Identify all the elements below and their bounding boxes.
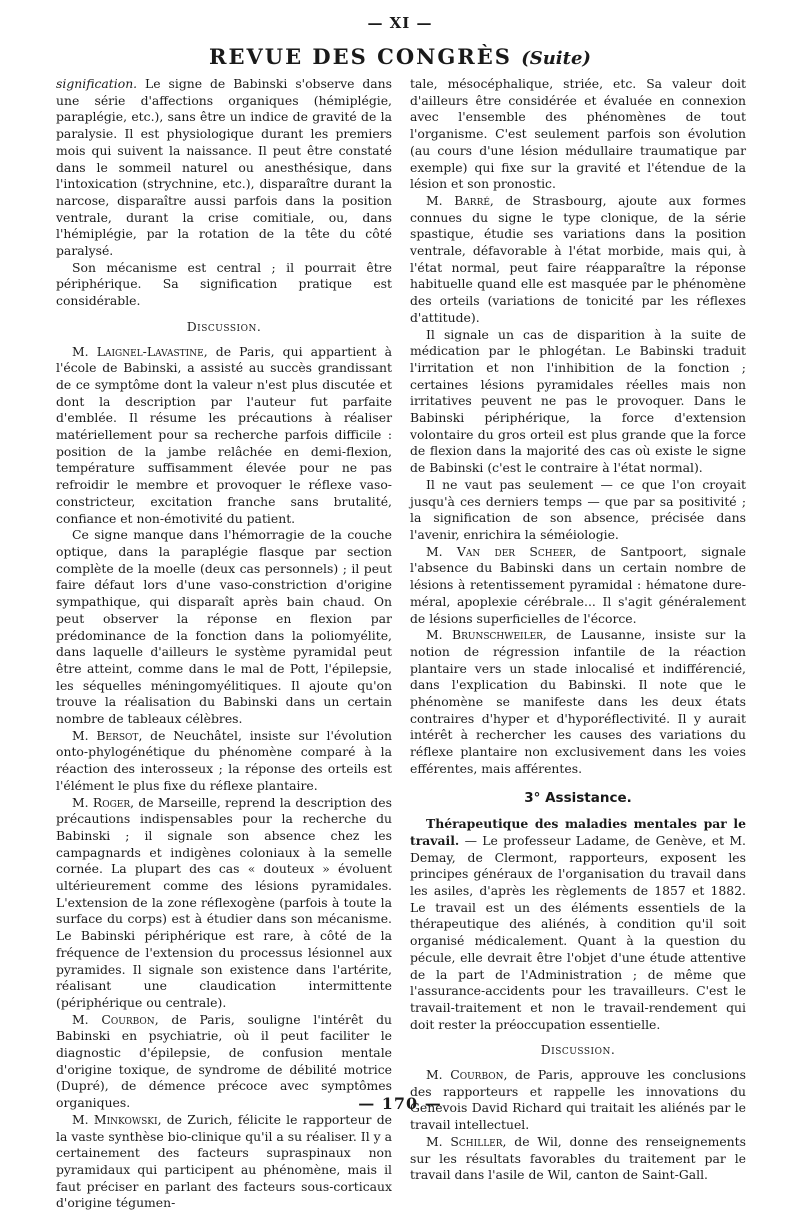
- page-number: — 170 —: [358, 1094, 442, 1113]
- paragraph: Il ne vaut pas seulement — ce que l'on croyait jusqu'à ces derniers temps — que par sa positivité ; la signification de son absence, précisée dans l'avenir, enrichira la séméiologie.: [410, 476, 746, 542]
- paragraph: signification. Le signe de Babinski s'observe dans une série d'affections organiques (hémiplégie, paraplégie, etc.), sans être un indice de gravité de la paralysie. Il est physiologique durant les premiers mois qui suivent la naissance. Il peut être constaté dans le sommeil naturel ou anesthésique, dans l'intoxication (strychnine, etc.), disparaître durant la narcose, disparaître aussi parfois dans la position ventrale, durant la crise comitiale, ou, dans l'hémiplégie, par la rotation de la tête du côté paralysé.: [56, 76, 392, 259]
- paragraph-title: Thérapeutique des maladies mentales par le travail.: [410, 816, 746, 848]
- paragraph: M. Van der Scheer, de Santpoort, signale l'absence du Babinski dans un certain nombre de lésions à retentissement pyramidal : hématone dure-méral, apoplexie cérébrale... Il s'agit généralement de lésions superficielles de l'écorce.: [410, 543, 746, 626]
- paragraph: M. Barré, de Strasbourg, ajoute aux formes connues du signe le type clonique, de la série spastique, étudie ses variations dans la position ventrale, défavorable à l'état morbide, mais qui, à l'état normal, peut faire réapparaître la réponse habituelle quand elle est masquée par le phénomène des orteils (variations de tonicité par les réflexes d'attitude).: [410, 192, 746, 325]
- paragraph: Il signale un cas de disparition à la suite de médication par le phlogétan. Le Babinski traduit l'irritation et non l'inhibition de la fonction ; certaines lésions pyramidales réelles mais non irritatives peuvent ne pas le provoquer. Dans le Babinski périphérique, la force d'extension volontaire du gros orteil est plus grande que la force de flexion dans la majorité des cas où existe le signe de Babinski (c'est le contraire à l'état normal).: [410, 326, 746, 476]
- speaker-name: M. Minkowski: [72, 1111, 158, 1127]
- speaker-name: M. Courbon: [426, 1067, 504, 1083]
- section-title: 3° Assistance.: [524, 789, 632, 806]
- speaker-name: M. Bersot: [72, 727, 139, 743]
- left-column: [56, 76, 392, 1212]
- paragraph: M. Courbon, de Paris, souligne l'intérêt du Babinski en psychiatrie, où il peut faciliter le diagnostic d'épilepsie, de confusion mentale d'origine toxique, de syndrome de débilité motrice (Dupré), de démence précoce avec symptômes organiques.: [56, 1011, 392, 1111]
- running-head: [0, 44, 800, 69]
- paragraph: tale, mésocéphalique, striée, etc. Sa valeur doit d'ailleurs être considérée et évaluée en connexion avec l'ensemble des phénomènes de tout l'organisme. C'est seulement parfois son évolution (au cours d'une lésion médullaire traumatique par exemple) qui fixe sur la gravité et l'étendue de la lésion et son pronostic.: [410, 76, 746, 192]
- journal-title: REVUE DES CONGRÈS: [209, 44, 512, 69]
- paragraph: M. Courbon, de Paris, approuve les conclusions des rapporteurs et rappelle les innovations du Genevois David Richard qui traitait les aliénés par le travail intellectuel.: [410, 1067, 746, 1133]
- paragraph: M. Schiller, de Wil, donne des renseignements sur les résultats favorables du traitement par le travail dans l'asile de Wil, canton de Saint-Gall.: [410, 1133, 746, 1183]
- paragraph: M. Laignel-Lavastine, de Paris, qui appartient à l'école de Babinski, a assisté au succès grandissant de ce symptôme dont la valeur n'est plus discutée et dont la description par l'auteur fut parfaite d'emblée. Il résume les précautions à réaliser matériellement pour sa recherche parfois difficile : position de la jambe relâchée en demi-flexion, température suffisamment élevée pour ne pas refroidir le membre et provoquer le réflexe vaso-constricteur, excitation franche sans brutalité, confiance et non-émotivité du patient.: [56, 343, 392, 526]
- paragraph: M. Minkowski, de Zurich, félicite le rapporteur de la vaste synthèse bio-clinique qu'il a su réaliser. Il y a certainement des facteurs supraspinaux non pyramidaux qui participent au phénomène, mais il faut préciser en parlant des facteurs sous-corticaux d'origine tégumen-: [56, 1111, 392, 1211]
- speaker-name: M. Van der Scheer: [426, 543, 573, 559]
- speaker-name: M. Courbon: [72, 1011, 155, 1027]
- speaker-name: M. Barré: [426, 192, 490, 208]
- paragraph: Ce signe manque dans l'hémorragie de la couche optique, dans la paraplégie flasque par section complète de la moelle (deux cas personnels) ; il peut faire défaut lors d'une vaso-constriction d'origine sympathique, qui disparaît après bain chaud. On peut observer la réponse en flexion par prédominance de la fonction dans la poliomyélite, dans laquelle d'ailleurs le système pyramidal peut être atteint, comme dans le mal de Pott, l'épilepsie, les séquelles méningomyélitiques. Il ajoute qu'on trouve la réalisation du Babinski dans un certain nombre de tableaux célèbres.: [56, 527, 392, 727]
- speaker-name: M. Roger: [72, 794, 131, 810]
- speaker-name: M. Laignel-Lavastine: [72, 343, 204, 359]
- discussion-heading: Discussion.: [186, 318, 262, 334]
- paragraph: M. Roger, de Marseille, reprend la description des précautions indispensables pour la recherche du Babinski ; il signale son absence chez les campagnards et indigènes coloniaux à la semelle cornée. La plupart des cas « douteux » évoluent ultérieurement comme des lésions pyramidales. L'extension de la zone réflexogène (parfois à toute la surface du corps) est à étudier dans son mécanisme. Le Babinski périphérique est rare, à côté de la fréquence de l'extension du processus lésionnel aux pyramides. Il signale son existence dans l'artérite, réalisant une claudication intermittente (périphérique ou centrale).: [56, 794, 392, 1010]
- paragraph: Thérapeutique des maladies mentales par le travail. — Le professeur Ladame, de Genève, et M. Demay, de Clermont, rapporteurs, exposent les principes généraux de l'organisation du travail dans les asiles, d'après les règlements de 1857 et 1882. Le travail est un des éléments essentiels de la thérapeutique des aliénés, à condition qu'il soit organisé médicalement. Quant à la question du pécule, elle devrait être l'objet d'une étude attentive de la part de l'Administration ; de même que l'assurance-accidents pour les travailleurs. C'est le travail-traitement et non le travail-rendement qui doit rester la préoccupation essentielle.: [410, 816, 746, 1032]
- speaker-name: M. Schiller: [426, 1133, 503, 1149]
- paragraph: M. Brunschweiler, de Lausanne, insiste sur la notion de régression infantile de la réaction plantaire vers un stade inlocalisé et indifférencié, dans l'explication du Babinski. Il note que le phénomène se manifeste dans les deux états contraires d'hyper et d'hyporéflectivité. Il y aurait intérêt à rechercher les causes des variations du réflexe plantaire non exclusivement dans les voies efférentes, mais afférentes.: [410, 627, 746, 776]
- paragraph: M. Bersot, de Neuchâtel, insiste sur l'évolution onto-phylogénétique du phénomène comparé à la réaction des interosseux ; la réponse des orteils est l'élément le plus fixe du réflexe plantaire.: [56, 727, 392, 793]
- roman-folio: — XI —: [367, 14, 433, 32]
- suite-label: (Suite): [521, 48, 591, 69]
- right-column: [410, 76, 746, 1184]
- speaker-name: M. Brunschweiler: [426, 627, 543, 643]
- discussion-heading: Discussion.: [540, 1042, 616, 1058]
- lead-word: signification.: [56, 76, 138, 91]
- paragraph: Son mécanisme est central ; il pourrait être périphérique. Sa signification pratique est considérable.: [56, 259, 392, 309]
